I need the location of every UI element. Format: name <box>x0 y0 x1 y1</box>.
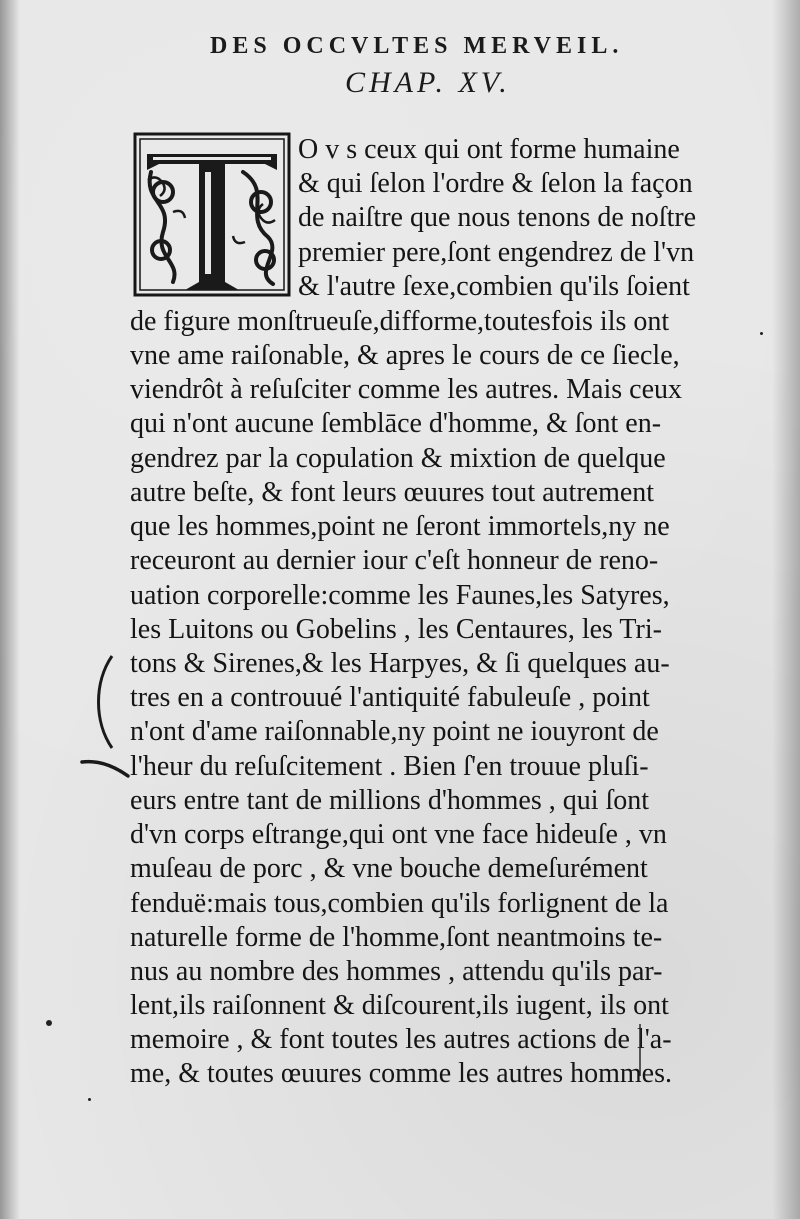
margin-bracket-mark <box>92 652 118 752</box>
ornamental-initial-icon <box>133 132 291 297</box>
page-shadow-right <box>772 0 800 1219</box>
margin-tick-mark <box>630 1020 650 1080</box>
text-line: & qui ſelon l'ordre & ſelon la façon <box>298 168 693 199</box>
text-line: O v s ceux qui ont forme humaine <box>298 134 680 165</box>
text-line: que les hommes,point ne ſeront immortels,ny ne <box>130 511 670 542</box>
text-line: me, & toutes œuures comme les autres hommes. <box>130 1058 672 1089</box>
text-line: uation corporelle:comme les Faunes,les Satyres, <box>130 580 670 611</box>
text-line: lent,ils raiſonnent & diſcourent,ils iugent, ils ont <box>130 990 669 1021</box>
text-line: memoire , & font toutes les autres actions de l'a- <box>130 1024 672 1055</box>
text-line: de naiſtre que nous tenons de noſtre <box>298 202 697 233</box>
text-line: & l'autre ſexe,combien qu'ils ſoient <box>298 271 690 302</box>
text-line: tres en a controuué l'antiquité fabuleuſe , point <box>130 682 650 713</box>
text-line: muſeau de porc , & vne bouche demeſurément <box>130 853 648 884</box>
text-line: de figure monſtrueuſe,difforme,toutesfois ils ont <box>130 306 670 337</box>
text-line: nus au nombre des hommes , attendu qu'ils par- <box>130 956 663 987</box>
text-line: les Luitons ou Gobelins , les Centaures, les Tri- <box>130 614 662 645</box>
page-shadow-left <box>0 0 20 1219</box>
text-line: eurs entre tant de millions d'hommes , qui ſont <box>130 785 650 816</box>
text-line: fenduë:mais tous,combien qu'ils forlignent de la <box>130 888 669 919</box>
text-line: gendrez par la copulation & mixtion de quelque <box>130 443 666 474</box>
margin-pointer-mark <box>80 756 132 780</box>
text-line: autre beſte, & font leurs œuures tout autrement <box>130 477 655 508</box>
decorated-initial <box>133 132 291 297</box>
text-line: receuront au dernier iour c'eſt honneur de reno- <box>130 545 659 576</box>
text-line: tons & Sirenes,& les Harpyes, & ſi quelques au- <box>130 648 670 679</box>
text-line: viendrôt à reſuſciter comme les autres. Mais ceux <box>130 374 683 405</box>
text-line: qui n'ont aucune ſemblāce d'homme, & ſont en- <box>130 408 662 439</box>
ink-speck <box>88 1098 91 1101</box>
text-line: d'vn corps eſtrange,qui ont vne face hideuſe , vn <box>130 819 667 850</box>
text-line: naturelle forme de l'homme,ſont neantmoins te- <box>130 922 663 953</box>
text-line: l'heur du reſuſcitement . Bien ſ'en trouue pluſi- <box>130 751 649 782</box>
text-line: premier pere,ſont engendrez de l'vn <box>298 237 695 268</box>
chapter-heading: CHAP. XV. <box>345 66 511 99</box>
ink-speck <box>760 332 763 335</box>
text-line: n'ont d'ame raiſonnable,ny point ne iouyront de <box>130 716 659 747</box>
text-line: vne ame raiſonable, & apres le cours de ce ſiecle, <box>130 340 680 371</box>
running-head: DES OCCVLTES MERVEIL. <box>210 33 624 59</box>
ink-speck <box>46 1020 52 1026</box>
